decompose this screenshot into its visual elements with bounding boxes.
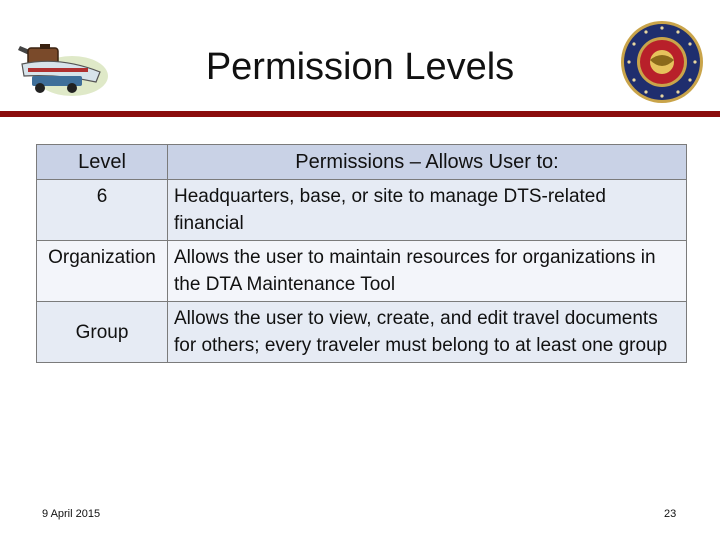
travel-clipart-icon [10, 38, 110, 100]
level-cell: 6 [37, 180, 168, 241]
footer-date: 9 April 2015 [42, 508, 101, 520]
page-number: 23 [664, 508, 677, 520]
table-row [37, 241, 687, 302]
table-row [37, 180, 687, 241]
level-cell: Organization [37, 241, 168, 302]
table-header-row [37, 145, 687, 180]
permissions-table [36, 144, 687, 363]
slide-title: Permission Levels [205, 46, 515, 88]
permission-cell: Allows the user to maintain resources for organizations in the DTA Maintenance Tool [168, 241, 687, 302]
table-row [37, 302, 687, 363]
permission-cell: Headquarters, base, or site to manage DTS-related financial [168, 180, 687, 241]
department-of-the-navy-seal-icon [620, 20, 704, 104]
header-level: Level [37, 145, 168, 180]
title-divider [0, 111, 720, 117]
level-cell: Group [37, 302, 168, 363]
permission-cell: Allows the user to view, create, and edit travel documents for others; every traveler must belong to at least one group [168, 302, 687, 363]
header-permissions: Permissions – Allows User to: [168, 145, 687, 180]
